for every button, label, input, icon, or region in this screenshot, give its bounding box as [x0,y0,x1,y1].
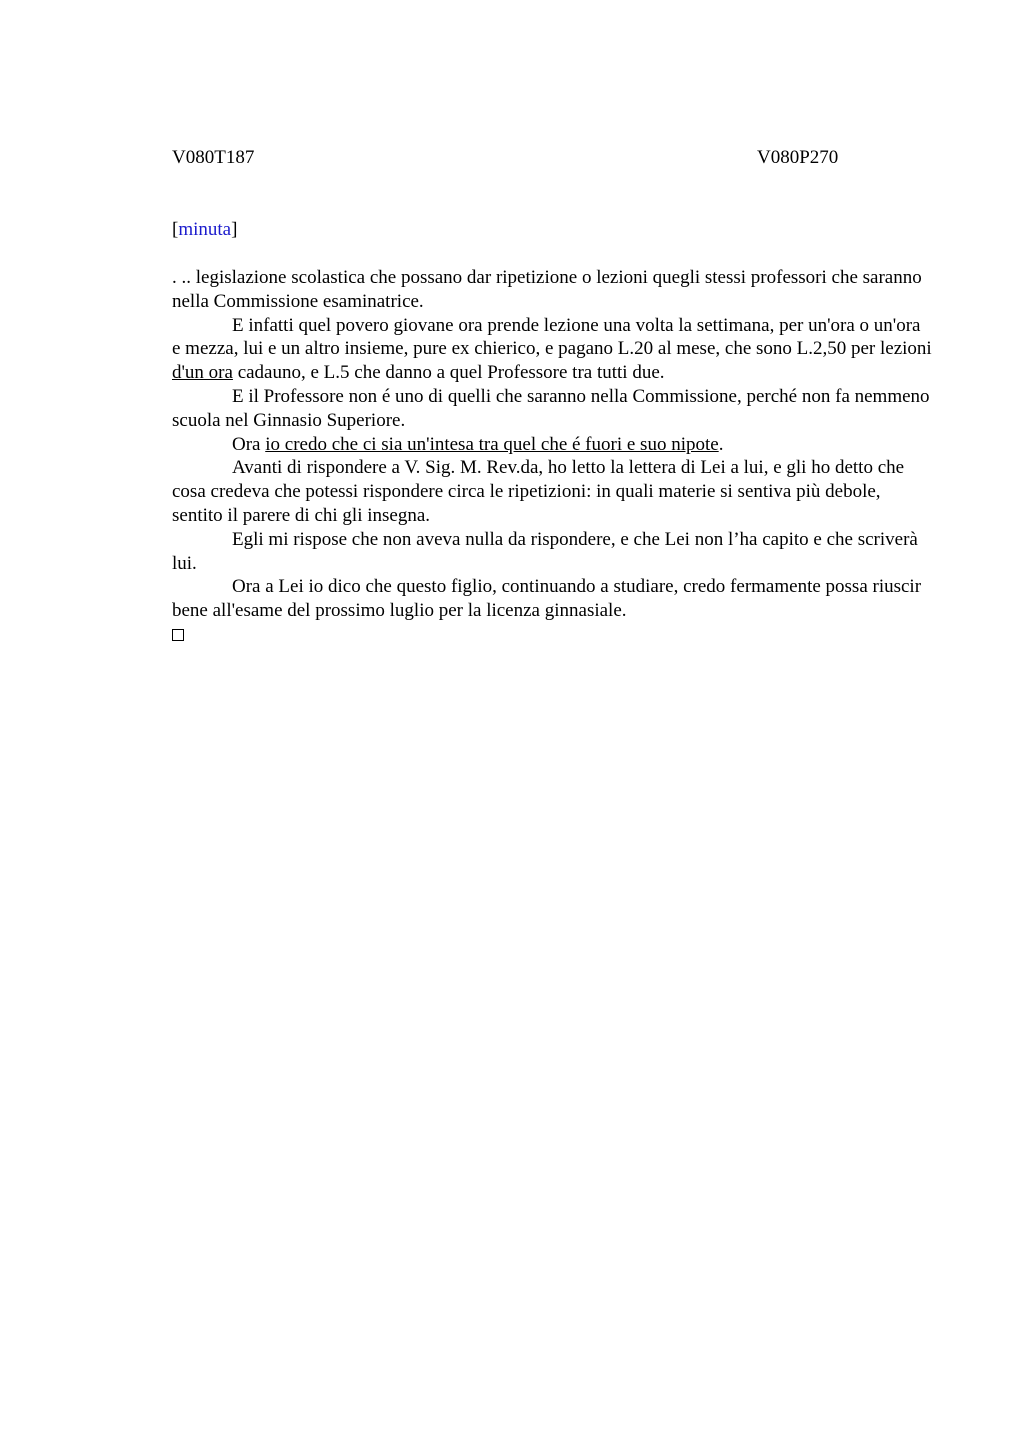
paragraph-4-text-b: . [718,433,724,455]
document-code-right: V080P270 [757,147,839,168]
underlined-phrase-intesa: io credo che ci sia un'intesa tra quel che é fuori e suo nipote [265,433,719,455]
note-open-bracket: [ [172,219,179,240]
paragraph-2 [172,314,932,385]
paragraph-5: Avanti di rispondere a V. Sig. M. Rev.da, ho letto la lettera di Lei a lui, e gli ho detto che cosa credeva che potessi rispondere circa le ripetizioni: in quali materie si sentiva più debole, sentito il parere di chi gli insegna. [172,457,905,526]
paragraph-1: . .. legislazione scolastica che possano dar ripetizione o lezioni quegli stessi professori che saranno nella Commissione esaminatrice. [172,267,922,312]
paragraph-7: Ora a Lei io dico che questo figlio, continuando a studiare, credo fermamente possa riuscir bene all'esame del prossimo luglio per la licenza ginnasiale. [172,576,922,622]
draft-note [172,218,237,242]
paragraph-3: E il Professore non é uno di quelli che saranno nella Commissione, perché non fa nemmeno scuola nel Ginnasio Superiore. [172,385,930,431]
letter-body [172,266,932,641]
note-label-minuta: minuta [178,219,232,240]
paragraph-6: Egli mi rispose che non aveva nulla da rispondere, e che Lei non l’ha capito e che scriverà lui. [172,528,918,574]
document-code-left: V080T187 [172,147,255,168]
note-close-bracket: ] [231,219,238,240]
paragraph-4-text-a: Ora [232,433,266,455]
paragraph-2-text-b: cadauno, e L.5 che danno a quel Professore tra tutti due. [232,362,665,384]
paragraph-4 [172,433,932,457]
underlined-phrase-d-un-ora: d'un ora [172,362,233,384]
square-outline-icon [172,629,184,641]
paragraph-2-text-a: E infatti quel povero giovane ora prende lezione una volta la settimana, per un'ora o un'ora e mezza, lui e un altro insieme, pure ex chierico, e pagano L.20 al mese, che sono L.2,50 per lezioni [172,314,932,360]
